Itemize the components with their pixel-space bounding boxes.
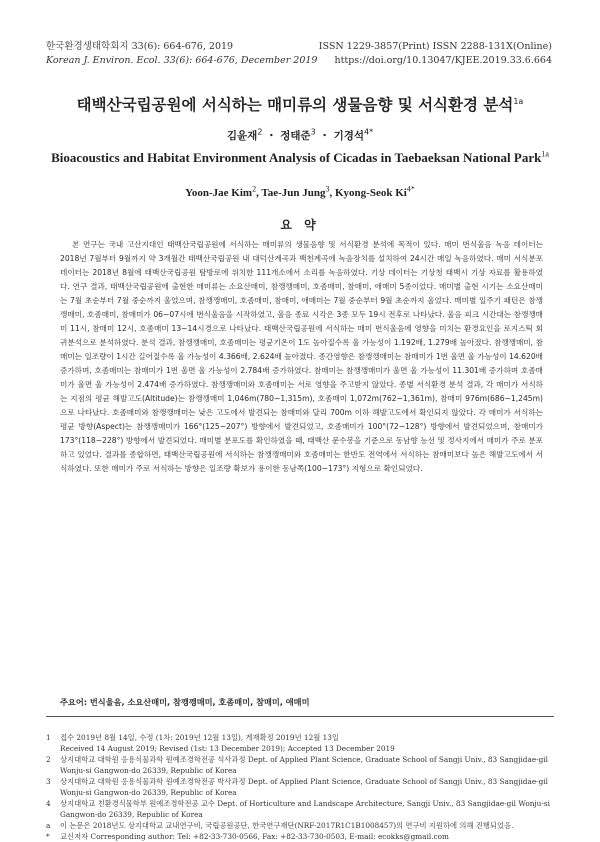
footnote-mark: 2 [46, 755, 51, 764]
title-korean-text: 태백산국립공원에 서식하는 매미류의 생물음향 및 서식환경 분석 [76, 96, 514, 114]
authors-korean [0, 128, 600, 143]
footnotes [46, 732, 556, 842]
author-separator: ・ [266, 130, 277, 142]
footnote-corresponding [46, 831, 556, 842]
keywords [60, 697, 543, 708]
author-kr-1-sup: 2 [257, 127, 263, 137]
footnote-text: 상지대학교 대학원 응용식물과학 원예조경학전공 석사과정 Dept. of Applied Plant Science, Graduate School of Sangji Univ., 83 Sangjidae-gil Wonju-si Gangwon-do 26339, Republic of Korea [60, 755, 548, 775]
running-header-left [46, 40, 317, 68]
running-header-right [319, 40, 552, 68]
keywords-label: 주요어: [60, 697, 88, 707]
footnote-mark: 1 [46, 733, 51, 742]
footnote-mark: a [46, 821, 51, 830]
author-kr-2-sup: 3 [310, 127, 316, 137]
footnote-text: 상지대학교 대학원 응용식물과학 원예조경학전공 박사과정 Dept. of Applied Plant Science, Graduate School of Sangji Univ., 83 Sangjidae-gil Wonju-si Gangwon-do 26339, Republic of Korea [60, 777, 548, 797]
abstract-body: 본 연구는 국내 고산지대인 태백산국립공원에 서식하는 매미류의 생물음향 및 서식환경 분석에 목적이 있다. 매미 번식울음 녹음 데이터는 2018년 7월부터 9월까지 약 3개월간 태백산국립공원 내 대덕산계곡과 백천계곡에 녹음장치를 설치하여 24시간 매일 녹음하였다. 매미 서식분포 데이터는 2018년 8월에 태백산국립공원 탐방로에 위치한 111개소에서 소리를 녹음하였다. 기상 데이터는 기상청 태백시 기상 자료를 활용하였다. 연구 결과, 태백산국립공원에 출현한 매미류는 소요산매미, 참깽깽매미, 호좀매미, 참매미, 애매미 5종이었다. 매미별 출현 시기는 소요산매미는 7월 초순부터 7월 중순까지 울었으며, 참깽깽매미, 호좀매미, 참매미, 애매미는 7월 중순부터 9월 초순까지 울었다. 매미별 일주기 패턴은 참깽깽매미, 호좀매미, 참매미가 06~07시에 번식울음을 시작하였고, 울음 종료 시각은 3종 모두 19시 전후로 나타났다. 울음 피크 시간대는 참깽깽매미 11시, 참매미 12시, 호좀매미 13~14시경으로 나타났다. 태백산국립공원에 서식하는 매미 번식울음에 영향을 미치는 환경요인을 로지스틱 회귀분석으로 분석하였다. 분석 결과, 참깽깽매미, 호좀매미는 평균기온이 1도 높아질수록 울 가능성이 1.192배, 1.279배 높아졌다. 참깽깽매미, 참매미는 일조량이 1시간 길어질수록 울 가능성이 4.366배, 2.624배 높아졌다. 종간영향은 참깽깽매미는 참매미가 1번 울면 울 가능성이 14.620배 증가하며, 호좀매미는 참매미가 1번 울면 울 가능성이 2.784배 증가하였다. 참매미는 참깽깽매미가 울면 울 가능성이 11.301배 증가하며 호좀매미가 울면 울 가능성이 2.474배 증가하였다. 참깽깽매미와 호좀매미는 서로 영향을 주고받지 않았다. 종별 서식환경 분석 결과, 각 매미가 서식하는 지점의 평균 해발고도(Altitude)는 참깽깽매미 1,046m(780~1,315m), 호좀매미 1,072m(762~1,361m), 참매미 976m(686~1,245m)으로 나타났다. 호좀매미와 참깽깽매미는 낮은 고도에서 발견되는 참매미와 달리 700m 이하 해발고도에서 확인되지 않았다. 각 매미가 서식하는 평균 방향(Aspect)는 참깽깽매미가 166°(125~207°) 방향에서 발견되었고, 호좀매미가 100°(72~128°) 방향에서 발견되었으며, 참매미가 173°(118~228°) 방향에서 발견되었다. 매미별 분포도를 확인하였을 때, 태백산 문수봉을 기준으로 동남향 능선 및 정사지에서 매미가 주로 분포하고 있었다. 결과를 종합하면, 태백산국립공원에 서식하는 참깽깽매미와 호좀매미는 한반도 전역에서 서식하는 참매미보다 높은 해발고도에서 서식하였다. 또한 매미가 주로 서식하는 방향은 일조량 확보가 용이한 동남쪽(100~173°) 지형으로 확인되었다. [60, 240, 543, 473]
footnote-mark: 3 [46, 777, 51, 786]
issn: ISSN 1229-3857(Print) ISSN 2288-131X(Online) [318, 41, 552, 52]
title-english-text: Bioacoustics and Habitat Environment Analysis of Cicadas in Taebaeksan National Park [51, 150, 542, 165]
author-en-1-sup: 2 [252, 184, 257, 194]
footnote-2 [46, 754, 556, 776]
footnote-divider [46, 716, 554, 717]
abstract-heading: 요 약 [280, 218, 320, 232]
footnote-mark: * [46, 832, 50, 841]
footnote-text: 접수 2019년 8월 14일, 수정 (1차: 2019년 12월 13일), 게재확정 2019년 12월 13일 [60, 733, 339, 742]
doi-link[interactable]: https://doi.org/10.13047/KJEE.2019.33.6.664 [334, 55, 552, 66]
footnote-3 [46, 776, 556, 798]
footnote-mark: 4 [46, 799, 51, 808]
footnote-4 [46, 798, 556, 820]
author-en-2-sup: 3 [325, 184, 330, 194]
author-kr-2: 정태준 [280, 130, 311, 142]
footnote-a [46, 820, 556, 831]
author-separator: ・ [319, 130, 330, 142]
author-en-3-sup: 4* [406, 184, 415, 194]
author-en-3: Kyong-Seok Ki [335, 187, 407, 199]
title-english-sup: 1a [541, 149, 549, 159]
footnote-text: Received 14 August 2019; Revised (1st: 13 December 2019); Accepted 13 December 2019 [60, 744, 395, 753]
author-kr-1: 김윤재 [226, 130, 258, 142]
journal-name-en: Korean J. Environ. Ecol. 33(6): 664-676, December 2019 [46, 55, 318, 66]
journal-name-kr: 한국환경생태학회지 33(6): 664-676, 2019 [46, 41, 234, 52]
footnote-1 [46, 732, 556, 754]
title-korean [0, 93, 600, 115]
author-en-1: Yoon-Jae Kim [185, 187, 253, 199]
author-kr-3: 기경석 [333, 130, 365, 142]
title-korean-sup: 1a [513, 96, 524, 106]
keywords-list: 번식울음, 소요산매미, 참깽깽매미, 호좀매미, 참매미, 애매미 [89, 697, 310, 707]
author-kr-3-sup: 4* [364, 127, 374, 137]
footnote-text: 교신저자 Corresponding author: Tel: +82-33-730-0566, Fax: +82-33-730-0503, E-mail: ecokks@gmail.com [60, 832, 449, 841]
authors-english: Yoon-Jae Kim$^2$, Tae-Jun Jung$^3$, Kyong-Seok $Ki^{4*}$ [185, 184, 415, 199]
footnote-text: 상지대학교 친환경식물학부 원예조경학전공 교수 Dept. of Horticulture and Landscape Architecture, Sangji Univ., 83 Sangjidae-gil Wonju-si Gangwon-do 26339, Republic of Korea [60, 799, 550, 819]
author-en-2: Tae-Jun Jung [261, 187, 326, 199]
title-english [0, 150, 600, 166]
footnote-text: 이 논문은 2018년도 상지대학교 교내연구비, 국립공원공단, 한국연구재단(NRF-2017R1C1B1008457)의 연구비 지원하에 의해 진행되었음. [60, 821, 514, 830]
